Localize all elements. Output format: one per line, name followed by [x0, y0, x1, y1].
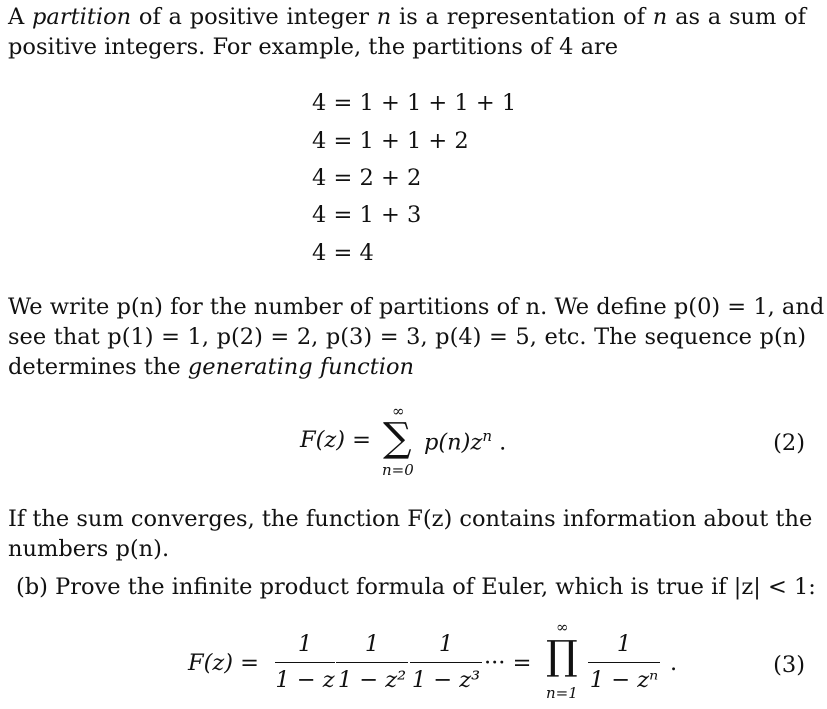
para2-line-3: [8, 356, 414, 379]
fraction-denominator: 1 − z: [275, 666, 335, 693]
equation-number-3: (3): [773, 652, 805, 678]
sum-symbol: ∑: [383, 415, 412, 461]
fraction-denominator: 1 − z²: [337, 666, 407, 693]
var-n: n: [376, 4, 392, 30]
fraction-denominator: 1 − zⁿ: [589, 666, 659, 693]
eq3-lower-limit: n=1: [546, 684, 578, 702]
intro-prefix: A: [8, 4, 33, 30]
eq2-exponent: n: [482, 427, 492, 445]
partition-row: 4 = 1 + 1 + 2: [312, 128, 469, 154]
fraction-numerator: 1: [297, 631, 313, 657]
fraction-denominator: 1 − z³: [411, 666, 481, 693]
term-partition: partition: [32, 4, 132, 30]
fraction-numerator: 1: [616, 631, 632, 657]
eq2-lower-limit: n=0: [382, 461, 414, 479]
eq2-rhs: [424, 429, 506, 454]
term-generating-function: generating function: [187, 354, 415, 380]
equation-number-2: (2): [773, 430, 805, 456]
product-fraction: [588, 633, 660, 691]
partition-row: 4 = 1 + 1 + 1 + 1: [312, 90, 517, 116]
product-symbol: ∏: [546, 633, 578, 679]
partition-row: 4 = 2 + 2: [312, 165, 422, 191]
para3-line-1: If the sum converges, the function F(z) contains information about the: [8, 506, 813, 532]
eq3-period: .: [670, 650, 678, 676]
para3-line-2: numbers p(n).: [8, 536, 170, 562]
intro-suffix: is a representation of: [391, 4, 653, 30]
eq2-lhs: F(z) =: [300, 427, 372, 453]
part-b-statement: (b) Prove the infinite product formula of Euler, which is true if |z| < 1:: [16, 574, 816, 600]
eq3-upper-limit: ∞: [556, 618, 569, 636]
intro-middle: of a positive integer: [131, 4, 377, 30]
eq2-upper-limit: ∞: [392, 402, 405, 420]
eq3-dots: ··· =: [484, 650, 532, 676]
fraction-numerator: 1: [438, 631, 454, 657]
eq2-term: p(n)z: [424, 429, 483, 456]
eq3-lhs: F(z) =: [188, 650, 260, 676]
fraction-2: [336, 633, 408, 691]
intro-end: as a sum of: [667, 4, 807, 30]
var-n-2: n: [652, 4, 668, 30]
para2-line-2: see that p(1) = 1, p(2) = 2, p(3) = 3, p(4) = 5, etc. The sequence p(n): [8, 324, 806, 350]
partition-row: 4 = 1 + 3: [312, 202, 422, 228]
intro-line-1: [8, 6, 806, 29]
fraction-1: [275, 633, 335, 691]
para2-line-1: We write p(n) for the number of partitions of n. We define p(0) = 1, and: [8, 294, 825, 320]
fraction-numerator: 1: [364, 631, 380, 657]
intro-line-2: positive integers. For example, the partitions of 4 are: [8, 34, 619, 60]
fraction-3: [410, 633, 482, 691]
partition-row: 4 = 4: [312, 240, 374, 266]
eq2-period: .: [491, 429, 507, 456]
para2-prefix: determines the: [8, 354, 188, 380]
